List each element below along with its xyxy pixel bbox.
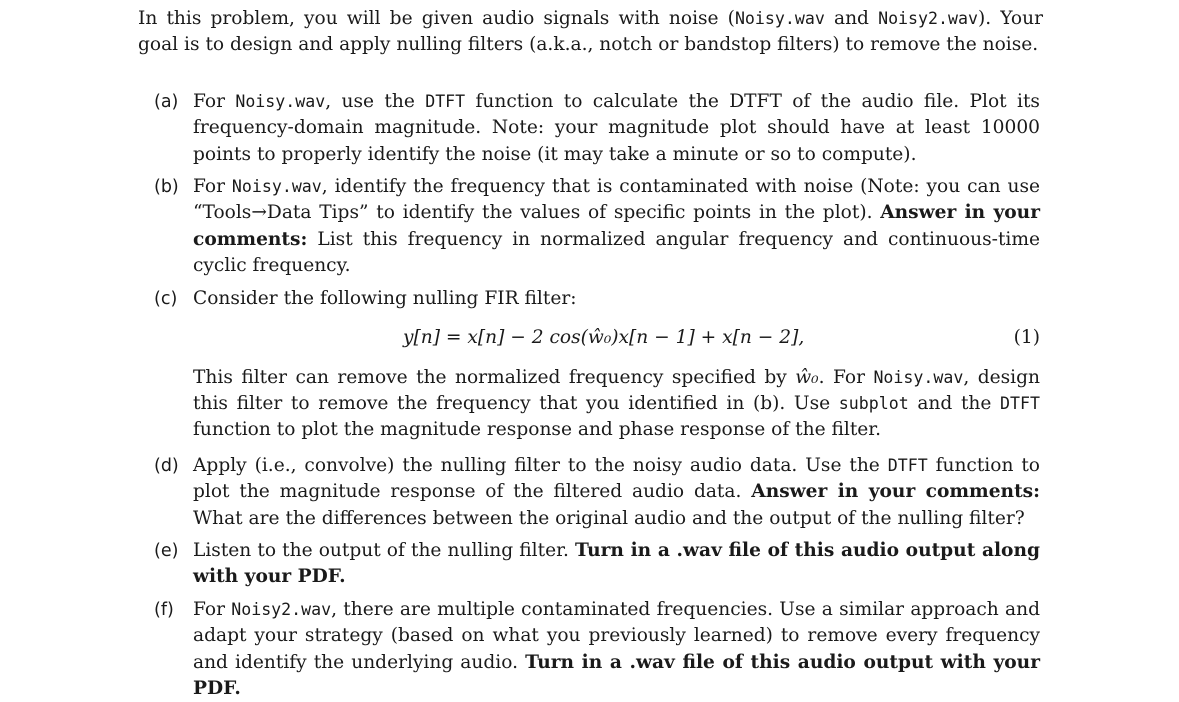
function-name: subplot: [838, 393, 909, 413]
part-text: . For: [818, 366, 874, 388]
filename-noisy2: Noisy2.wav: [878, 9, 978, 28]
part-text: , identify the frequency that is contaminated with noise (Note: you can use “Tools→Data Tips” to identify the values of specific points in the plot).: [193, 176, 1040, 224]
function-name: DTFT: [887, 456, 928, 475]
part-body: [193, 453, 1040, 532]
filename-noisy: Noisy.wav: [231, 177, 322, 196]
equation-row: [193, 325, 1040, 351]
equation-formula: y[n] = x[n] − 2 cos(ŵ₀)x[n − 1] + x[n − 2],: [403, 327, 805, 349]
part-text: For: [193, 599, 232, 620]
function-name: DTFT: [1000, 393, 1040, 413]
filename-noisy: Noisy.wav: [873, 367, 964, 387]
part-text: This filter can remove the normalized frequency specified by: [193, 366, 796, 388]
answer-instruction: Answer in your comments:: [751, 481, 1040, 503]
part-paragraph: [193, 365, 1040, 444]
intro-paragraph: [138, 6, 1043, 59]
part-label: (f): [154, 600, 174, 620]
answer-instruction: Answer in your comments:: [193, 202, 1040, 250]
part-label: (e): [154, 541, 179, 561]
part-label: (b): [154, 177, 179, 197]
part-text: function to calculate the DTFT of the audio file. Plot its frequency-domain magnitude. Note: your magnitude plot should have at least 10000 points to properly identify the noise (it may take a minute or so to compute).: [193, 91, 1040, 165]
turn-in-instruction: Turn in a .wav file of this audio output along with your PDF.: [193, 540, 1040, 588]
part-text: What are the differences between the original audio and the output of the nulling filter?: [193, 507, 1025, 529]
problem-part-f: [154, 597, 1040, 702]
function-name: DTFT: [425, 92, 466, 111]
problem-part-a: [154, 89, 1040, 168]
problem-part-e: [154, 538, 1040, 591]
part-text: , design this filter to remove the frequency that you identified in (b). Use: [193, 366, 1040, 414]
part-body: [193, 597, 1040, 702]
part-text: For: [193, 91, 236, 112]
problem-part-c: [154, 286, 1040, 443]
problem-part-b: [154, 174, 1040, 279]
part-label: (c): [154, 289, 178, 309]
intro-text: and: [824, 8, 879, 29]
intro-text: ). Your goal is to design and apply nulling filters (a.k.a., notch or bandstop filters) to remove the noise.: [138, 8, 1043, 56]
omega-hat-symbol: ŵ₀: [795, 366, 819, 388]
part-label: (a): [154, 92, 179, 112]
problem-part-d: [154, 453, 1040, 532]
part-text: , use the: [325, 91, 426, 112]
part-text: List this frequency in normalized angular frequency and continuous-time cyclic frequency.: [193, 228, 1040, 276]
part-text: and the: [908, 392, 1001, 414]
part-text: function to plot the magnitude response of the filtered audio data.: [193, 455, 1040, 503]
part-text: Apply (i.e., convolve) the nulling filter to the noisy audio data. Use the: [193, 455, 888, 476]
part-body: [193, 286, 1040, 443]
part-text: , there are multiple contaminated frequencies. Use a similar approach and adapt your strategy (based on what you previously learned) to remove every frequency and identify the underlying audio.: [193, 599, 1040, 673]
part-label: (d): [154, 456, 179, 476]
turn-in-instruction: Turn in a .wav file of this audio output with your PDF.: [193, 651, 1040, 699]
filename-noisy2: Noisy2.wav: [231, 600, 332, 619]
filename-noisy: Noisy.wav: [235, 92, 326, 111]
part-body: [193, 538, 1040, 591]
part-text: For: [193, 176, 232, 197]
filename-noisy: Noisy.wav: [734, 9, 825, 28]
part-body: [193, 174, 1040, 279]
part-text: Listen to the output of the nulling filter.: [193, 540, 575, 561]
part-text: Consider the following nulling FIR filter:: [193, 288, 577, 309]
equation-number: (1): [1013, 327, 1040, 349]
part-text: function to plot the magnitude response and phase response of the filter.: [193, 419, 882, 441]
part-body: [193, 89, 1040, 168]
intro-text: In this problem, you will be given audio signals with noise (: [138, 8, 735, 29]
